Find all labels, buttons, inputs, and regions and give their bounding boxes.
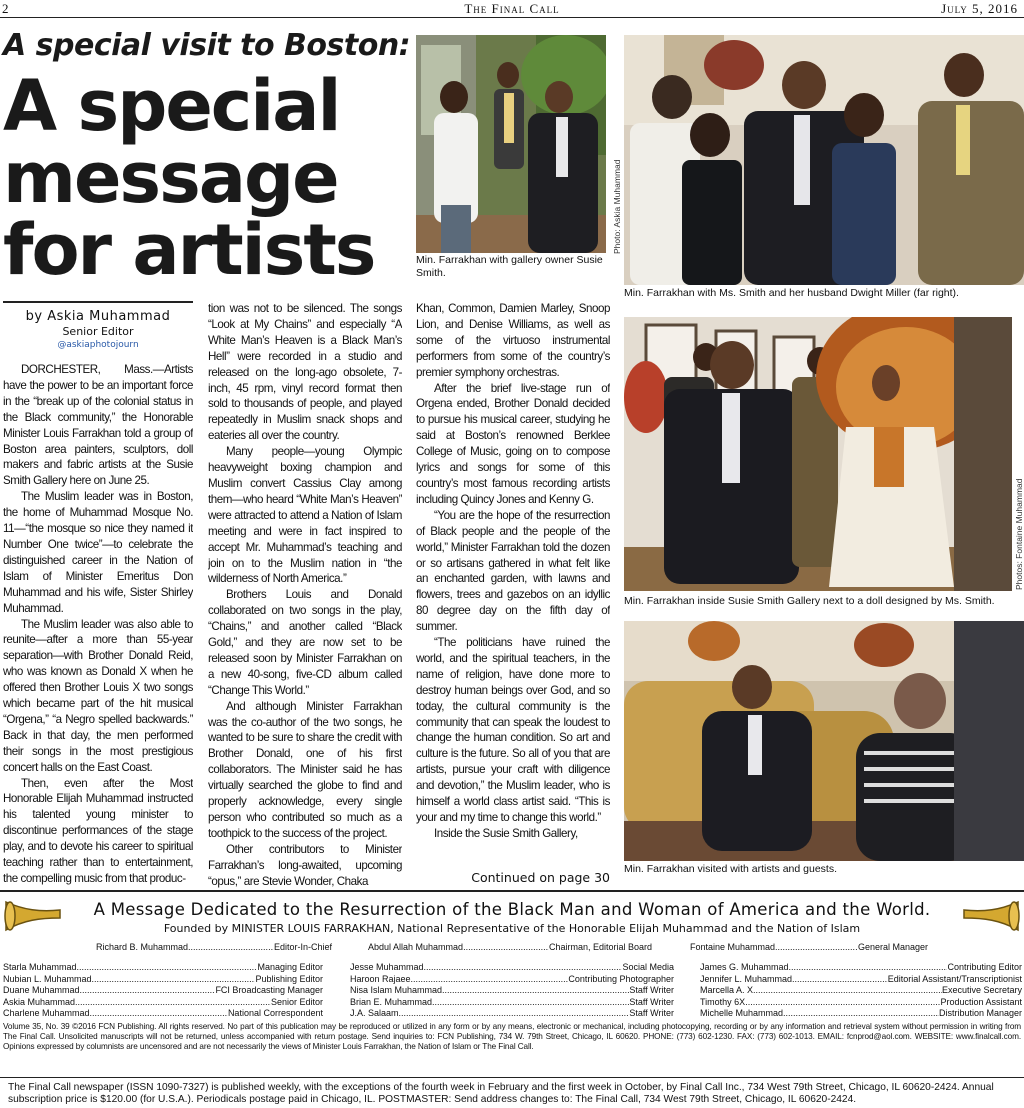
staff-row: Jesse Muhammad ..... Social Media xyxy=(350,962,674,974)
paragraph: “You are the hope of the resurrection of Black people and the people of the world,” Minister Farrakhan told the dozen or so artisans gathered in what felt like an enchanted garden, with lawns and flowers, trees and gazebos on an idyllic 80 degree day on the fifth day of summer. xyxy=(416,508,610,634)
photo-credit: Photos: Fontaine Muhammad xyxy=(1014,478,1024,590)
paragraph: The Muslim leader was also able to reunite—after a more than 55-year separation—with Brother Donald Reid, who was known as Donald X when he offered then Brother Louis X two songs which became part of the hit musical “Orgena,” “a Negro spelled backwards.” Back in that day, the men performed their songs in the most prestigious concert halls on the East Coast. xyxy=(3,617,193,774)
paragraph: Other contributors to Minister Farrakhan’s long-awaited, upcoming “opus,” are Stevie Wonder, Chaka xyxy=(208,842,402,888)
paragraph: The Muslim leader was in Boston, the home of Muhammad Mosque No. 11—“the mosque so nice they named it Number One twice”—to celebrate the distinguished career in the Nation of Islam of Minister Emeritus Don Muhammad and his wife, Sister Shirley Muhammad. xyxy=(3,490,193,615)
staff-column-2 xyxy=(350,962,674,1020)
photo-farrakhan-family xyxy=(624,35,1024,285)
paragraph: “The politicians have ruined the world, and the spiritual teachers, in the name of religion, have done more to destroy human beings over God, and so today, the cultural community is the community that can speak the loudest to change the human condition. So art and culture is the future. So all of you that are artists, pursue your craft with diligence and devotion,” the Muslim leader, who is himself a world class artist said. “This is your and my time to change this world.” xyxy=(416,636,610,824)
article-column-3 xyxy=(416,301,610,868)
staff-row: Brian E. Muhammad ..... Staff Writer xyxy=(350,997,674,1009)
paragraph: Khan, Common, Damien Marley, Snoop Lion, and Denise Williams, as well as some of the virtuoso instrumental performers from some of the country’s premier symphony orchestras. xyxy=(416,302,610,379)
staff-row: J.A. Salaam ..... Staff Writer xyxy=(350,1008,674,1020)
staff-row: Starla Muhammad ..... Managing Editor xyxy=(3,962,323,974)
photo-caption: Min. Farrakhan visited with artists and guests. xyxy=(624,863,838,875)
staff-general-manager xyxy=(690,942,928,952)
staff-title: General Manager xyxy=(857,942,928,952)
copyright-notice: Volume 35, No. 39 ©2016 FCN Publishing. All rights reserved. No part of this publication may be reproduced or utilized in any form or by any means, electronic or mechanical, including photocopying, recording or by any information and retrieval system without permission in writing from The Final Call. Unsolicited manuscripts will not be returned, unless accompanied with return postage. Send inquiries to: FCN Publishing, 734 W. 79th Street, Chicago, IL 60620. PHONE: (773) 602-1230. FAX: (773) 602-1013. EMAIL: fcnprod@aol.com. WEBSITE: www.finalcall.com. Opinions expressed by columnists are uncensored and are not necessarily the views of Minister Louis Farrakhan, the Nation of Islam or The Final Call. xyxy=(3,1022,1021,1051)
staff-name: Fontaine Muhammad xyxy=(690,942,776,952)
photo-farrakhan-doll xyxy=(624,317,1012,591)
staff-row: Timothy 6X ..... Production Assistant xyxy=(700,997,1022,1009)
article-column-2 xyxy=(208,301,402,888)
paragraph: Brothers Louis and Donald collaborated on two songs in the play, “Chains,” and another called “Black Gold,” and they are now set to be released soon by Minister Farrakhan on a new 40-song, five-CD album called “Change This World.” xyxy=(208,588,402,697)
article-headline: A special message for artists xyxy=(3,65,375,291)
staff-row: Jennifer L. Muhammad ..... Editorial Assistant/Transcriptionist xyxy=(700,974,1022,986)
staff-title: Editor-In-Chief xyxy=(273,942,332,952)
paragraph: Many people—young Olympic heavyweight boxing champion and Muslim convert Cassius Clay among them—who heard “White Man’s Heaven” were attracted to attend a Nation of Islam meeting and were in fact inspired to accept Mr. Muhammad’s teaching and join on to the Muslim nation in “the wilderness of North America.” xyxy=(208,445,402,586)
page-number: 2 xyxy=(2,1,9,16)
page-header xyxy=(0,0,1024,18)
paragraph: DORCHESTER, Mass.—Artists have the power to be an important force in the “break up of the colonial status in the Black community,” the Honorable Minister Louis Farrakhan told a group of Boston area painters, sculptors, doll makers and fabric artists at the Susie Smith Gallery here on June 25. xyxy=(3,363,193,488)
photo-farrakhan-susie-smith xyxy=(416,35,606,253)
issue-date: July 5, 2016 xyxy=(941,1,1018,16)
postal-statement: The Final Call newspaper (ISSN 1090-7327) is published weekly, with the exceptions of the fourth week in February and the first week in October, by Final Call Inc., 734 West 79th Street, Chicago, IL 60620-2424. Annual subscription price is $120.00 (for U.S.A.). Periodicals postage paid in Chicago, IL. POSTMASTER: Send address changes to: The Final Call, 734 West 79th Street, Chicago, IL 60620-2424. xyxy=(0,1077,1024,1108)
trumpet-icon xyxy=(962,896,1020,936)
staff-column-1 xyxy=(3,962,323,1020)
photo-credit: Photo: Askia Muhammad xyxy=(612,159,622,254)
byline-role: Senior Editor xyxy=(62,325,134,338)
paragraph: After the brief live-stage run of Orgena ended, Brother Donald decided to pursue his musical career, studying he said at Boston’s renowned Berklee College of Music, going on to compose lyrics and songs for some of this country’s most famous recording artists including Quincy Jones and Kenny G. xyxy=(416,381,610,506)
photo-farrakhan-guests xyxy=(624,621,1024,861)
staff-row: James G. Muhammad ..... Contributing Editor xyxy=(700,962,1022,974)
staff-row: Haroon Rajaee ..... Contributing Photographer xyxy=(350,974,674,986)
article-column-1 xyxy=(3,362,193,888)
paragraph: And although Minister Farrakhan was the co-author of the two songs, he wanted to be sure to share the credit with Brother Donald, one of his first collaborators. The Minister said he has virtually searched the globe to find and properly acknowledge, every single person who contributed so much as a toothpick to the success of the project. xyxy=(208,699,402,840)
staff-title: Chairman, Editorial Board xyxy=(548,942,652,952)
staff-row: Charlene Muhammad ..... National Correspondent xyxy=(3,1008,323,1020)
byline-handle[interactable]: @askiaphotojourn xyxy=(57,340,139,350)
publication-name: The Final Call xyxy=(464,1,560,16)
staff-row: Marcella A. X. ..... Executive Secretary xyxy=(700,985,1022,997)
article-kicker: A special visit to Boston: xyxy=(3,28,411,63)
staff-row: Askia Muhammad ..... Senior Editor xyxy=(3,997,323,1009)
staff-chairman xyxy=(368,942,652,952)
masthead-banner xyxy=(0,890,1024,938)
masthead-title: A Message Dedicated to the Resurrection of the Black Man and Woman of America and the World. xyxy=(93,900,931,919)
paragraph: Inside the Susie Smith Gallery, xyxy=(434,826,578,840)
staff-name: Richard B. Muhammad xyxy=(96,942,189,952)
staff-row: Duane Muhammad ..... FCI Broadcasting Manager xyxy=(3,985,323,997)
continued-jump[interactable]: Continued on page 30 xyxy=(471,870,610,885)
staff-name: Abdul Allah Muhammad xyxy=(368,942,464,952)
photo-caption: Min. Farrakhan with gallery owner Susie Smith. xyxy=(416,254,603,279)
staff-column-3 xyxy=(700,962,1022,1020)
staff-row: Nisa Islam Muhammad ..... Staff Writer xyxy=(350,985,674,997)
staff-row: Michelle Muhammad ..... Distribution Manager xyxy=(700,1008,1022,1020)
staff-editor-in-chief xyxy=(96,942,332,952)
photo-caption: Min. Farrakhan inside Susie Smith Gallery next to a doll designed by Ms. Smith. xyxy=(624,595,995,607)
photo-caption: Min. Farrakhan with Ms. Smith and her husband Dwight Miller (far right). xyxy=(624,287,959,299)
byline-author: by Askia Muhammad xyxy=(25,309,171,324)
masthead-subtitle: Founded by MINISTER LOUIS FARRAKHAN, National Representative of the Honorable Elijah Muhammad and the Nation of Islam xyxy=(163,922,861,935)
paragraph: Then, even after the Most Honorable Elijah Muhammad instructed his talented young minister to discontinue performances of the stage play, and to devote his career to spiritual teaching rather than to entertainment, the compelling music from that produc- xyxy=(3,776,193,885)
byline xyxy=(3,301,193,350)
paragraph: tion was not to be silenced. The songs “Look at My Chains” and especially “A White Man’s Heaven is a Black Man’s Hell” were recorded in a studio and released on the long-ago obsolete, 7-inch, 45 rpm, vinyl record format then sold to thousands of people, and played repeatedly in Muslim snack shops and eateries all over the country. xyxy=(208,302,402,443)
staff-row: Nubian L. Muhammad ..... Publishing Editor xyxy=(3,974,323,986)
